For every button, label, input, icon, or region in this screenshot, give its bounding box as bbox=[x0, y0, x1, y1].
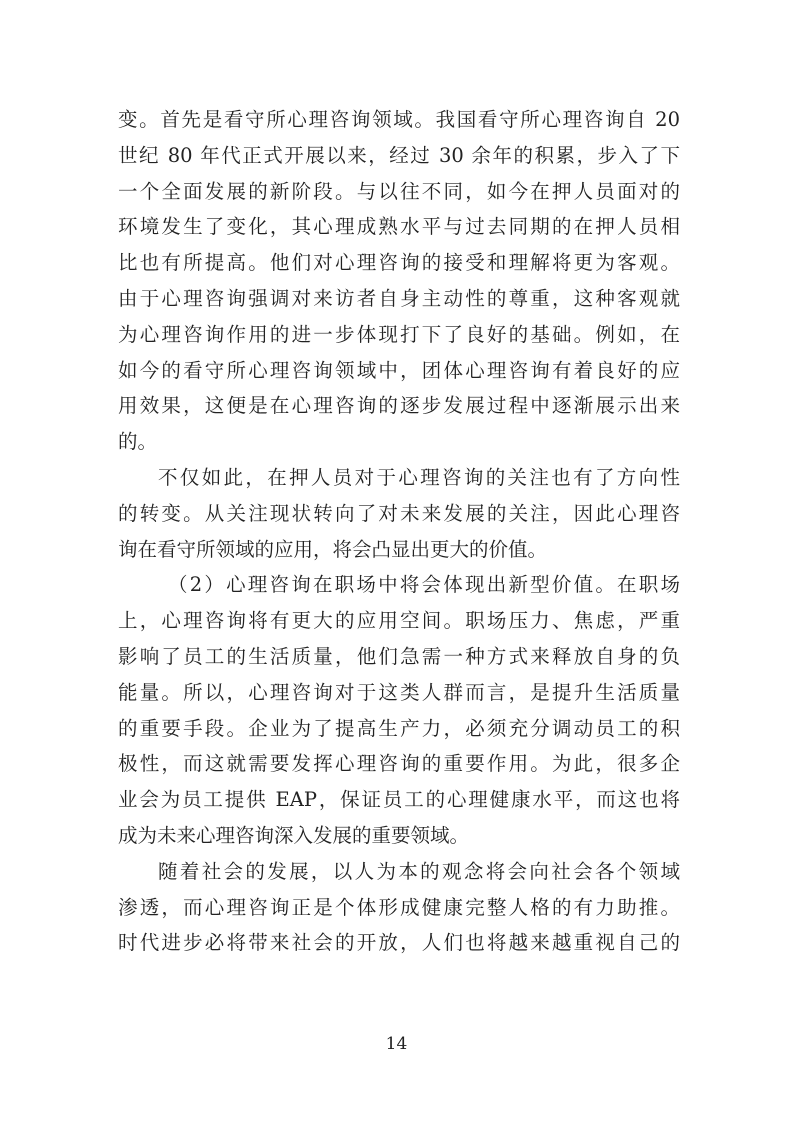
page-number: 14 bbox=[385, 1034, 408, 1054]
text-line: 如今的看守所心理咨询领域中，团体心理咨询有着良好的应 bbox=[118, 358, 680, 382]
text-line: 由于心理咨询强调对来访者自身主动性的尊重，这种客观就 bbox=[118, 286, 680, 310]
text-line: 的。 bbox=[118, 430, 158, 454]
text-line: 上，心理咨询将有更大的应用空间。职场压力、焦虑，严重 bbox=[118, 609, 680, 633]
text-line: 渗透，而心理咨询正是个体形成健康完整人格的有力助推。 bbox=[118, 895, 680, 919]
text-line: 用效果，这便是在心理咨询的逐步发展过程中逐渐展示出来 bbox=[118, 394, 680, 418]
text-line: 不仅如此，在押人员对于心理咨询的关注也有了方向性 bbox=[158, 465, 680, 489]
text-line: 影响了员工的生活质量，他们急需一种方式来释放自身的负 bbox=[118, 644, 680, 668]
text-line: 成为未来心理咨询深入发展的重要领域。 bbox=[118, 823, 470, 847]
text-line: （2）心理咨询在职场中将会体现出新型价值。在职场 bbox=[168, 573, 680, 597]
text-line: 世纪 80 年代正式开展以来，经过 30 余年的积累，步入了下 bbox=[118, 143, 680, 167]
text-line: 业会为员工提供 EAP，保证员工的心理健康水平，而这也将 bbox=[118, 788, 680, 812]
text-line: 询在看守所领域的应用，将会凸显出更大的价值。 bbox=[118, 537, 548, 561]
text-line: 环境发生了变化，其心理成熟水平与过去同期的在押人员相 bbox=[118, 215, 680, 239]
text-line: 一个全面发展的新阶段。与以往不同，如今在押人员面对的 bbox=[118, 179, 680, 203]
body-text bbox=[118, 102, 680, 961]
text-line: 的转变。从关注现状转向了对未来发展的关注，因此心理咨 bbox=[118, 501, 680, 525]
text-line: 比也有所提高。他们对心理咨询的接受和理解将更为客观。 bbox=[118, 251, 680, 275]
text-line: 随着社会的发展，以人为本的观念将会向社会各个领域 bbox=[158, 859, 680, 883]
text-line: 变。首先是看守所心理咨询领域。我国看守所心理咨询自 20 bbox=[118, 108, 680, 131]
text-line: 的重要手段。企业为了提高生产力，必须充分调动员工的积 bbox=[118, 716, 680, 740]
text-line: 能量。所以，心理咨询对于这类人群而言，是提升生活质量 bbox=[118, 680, 680, 704]
text-line: 为心理咨询作用的进一步体现打下了良好的基础。例如，在 bbox=[118, 322, 680, 346]
text-line: 时代进步必将带来社会的开放，人们也将越来越重视自己的 bbox=[118, 931, 680, 955]
text-line: 极性，而这就需要发挥心理咨询的重要作用。为此，很多企 bbox=[118, 752, 680, 776]
